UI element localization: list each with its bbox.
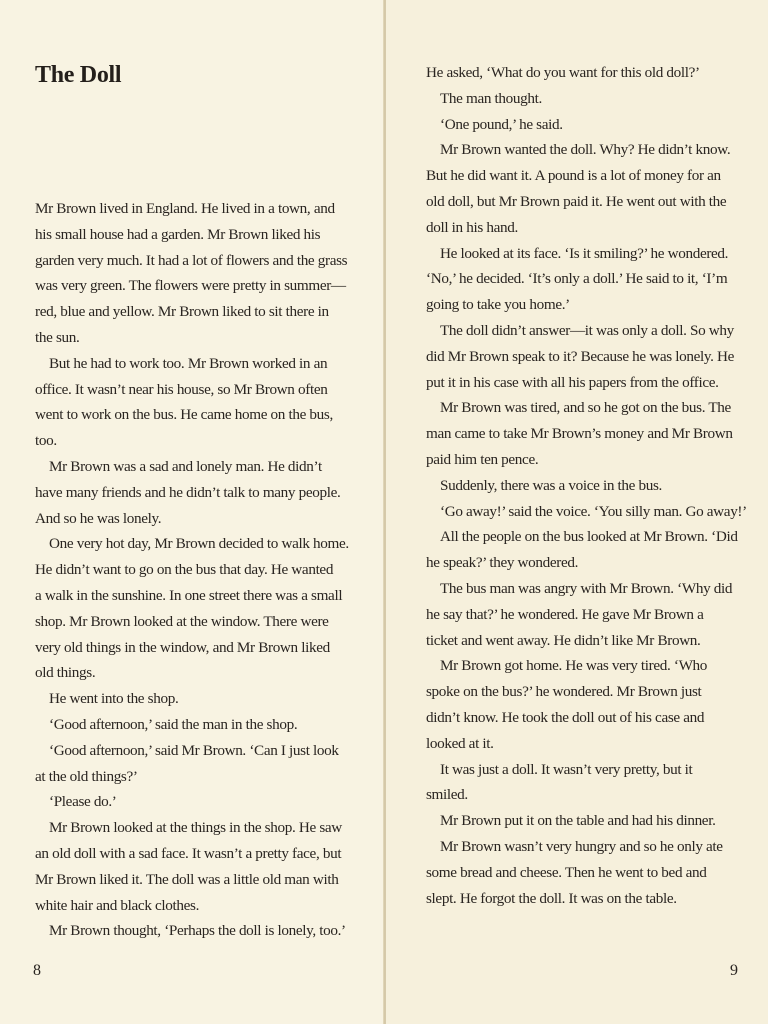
- page-number-left: 8: [33, 962, 41, 979]
- paragraph: All the people on the bus looked at Mr Brown. ‘Did he speak?’ they wondered.: [426, 528, 738, 572]
- paragraph: But he had to work too. Mr Brown worked in an office. It wasn’t near his house, so Mr Brown often went to work on the bus. He came home on the bus, too.: [35, 354, 333, 450]
- paragraph: One very hot day, Mr Brown decided to walk home. He didn’t want to go on the bus that day. He wanted a walk in the sunshine. In one street there was a small shop. Mr Brown looked at the window. There were very old things in the window, and Mr Brown liked old things.: [35, 535, 349, 682]
- paragraph: Mr Brown was tired, and so he got on the bus. The man came to take Mr Brown’s money and Mr Brown paid him ten pence.: [426, 399, 733, 468]
- paragraph: Mr Brown wasn’t very hungry and so he only ate some bread and cheese. Then he went to bed and slept. He forgot the doll. It was on the table.: [426, 837, 723, 907]
- paragraph: The man thought.: [440, 89, 542, 107]
- paragraph: Mr Brown looked at the things in the shop. He saw an old doll with a sad face. It wasn’t a pretty face, but Mr Brown liked it. The doll was a little old man with white hair and black clothes.: [35, 819, 342, 914]
- paragraph: ‘Good afternoon,’ said the man in the shop.: [49, 715, 298, 733]
- paragraph: Mr Brown wanted the doll. Why? He didn’t know. But he did want it. A pound is a lot of money for an old doll, but Mr Brown paid it. He went out with the doll in his hand.: [426, 141, 731, 236]
- paragraph: Mr Brown put it on the table and had his dinner.: [440, 812, 716, 830]
- paragraph: He looked at its face. ‘Is it smiling?’ he wondered. ‘No,’ he decided. ‘It’s only a doll.’ He said to it, ‘I’m going to take you home.’: [426, 244, 729, 314]
- paragraph: Mr Brown lived in England. He lived in a town, and his small house had a garden. Mr Brown liked his garden very much. It had a lot of flowers and the grass was very green. The flowers were pretty in summer— red, blue and yellow. Mr Brown liked to sit there in the sun.: [35, 200, 348, 346]
- paragraph: He went into the shop.: [49, 690, 179, 708]
- right-page: [386, 0, 768, 1024]
- paragraph: ‘Good afternoon,’ said Mr Brown. ‘Can I just look at the old things?’: [35, 741, 339, 785]
- paragraph: Suddenly, there was a voice in the bus.: [440, 476, 662, 494]
- paragraph: Mr Brown got home. He was very tired. ‘Who spoke on the bus?’ he wondered. Mr Brown just didn’t know. He took the doll out of his case and looked at it.: [426, 657, 708, 752]
- left-page-text: [35, 196, 355, 944]
- paragraph: He asked, ‘What do you want for this old doll?’: [426, 64, 700, 81]
- paragraph: ‘Go away!’ said the voice. ‘You silly man. Go away!’: [440, 502, 747, 520]
- paragraph: Mr Brown was a sad and lonely man. He didn’t have many friends and he didn’t talk to many people. And so he was lonely.: [35, 457, 341, 527]
- story-title: The Doll: [35, 62, 122, 88]
- right-page-text: [426, 60, 752, 911]
- page-number-right: 9: [730, 962, 738, 979]
- paragraph: Mr Brown thought, ‘Perhaps the doll is lonely, too.’: [49, 922, 346, 940]
- paragraph: The doll didn’t answer—it was only a doll. So why did Mr Brown speak to it? Because he was lonely. He put it in his case with all his papers from the office.: [426, 321, 735, 391]
- paragraph: The bus man was angry with Mr Brown. ‘Why did he say that?’ he wondered. He gave Mr Brown a ticket and went away. He didn’t like Mr Brown.: [426, 579, 733, 649]
- paragraph: It was just a doll. It wasn’t very pretty, but it smiled.: [426, 760, 693, 804]
- paragraph: ‘One pound,’ he said.: [440, 115, 563, 133]
- paragraph: ‘Please do.’: [49, 793, 117, 811]
